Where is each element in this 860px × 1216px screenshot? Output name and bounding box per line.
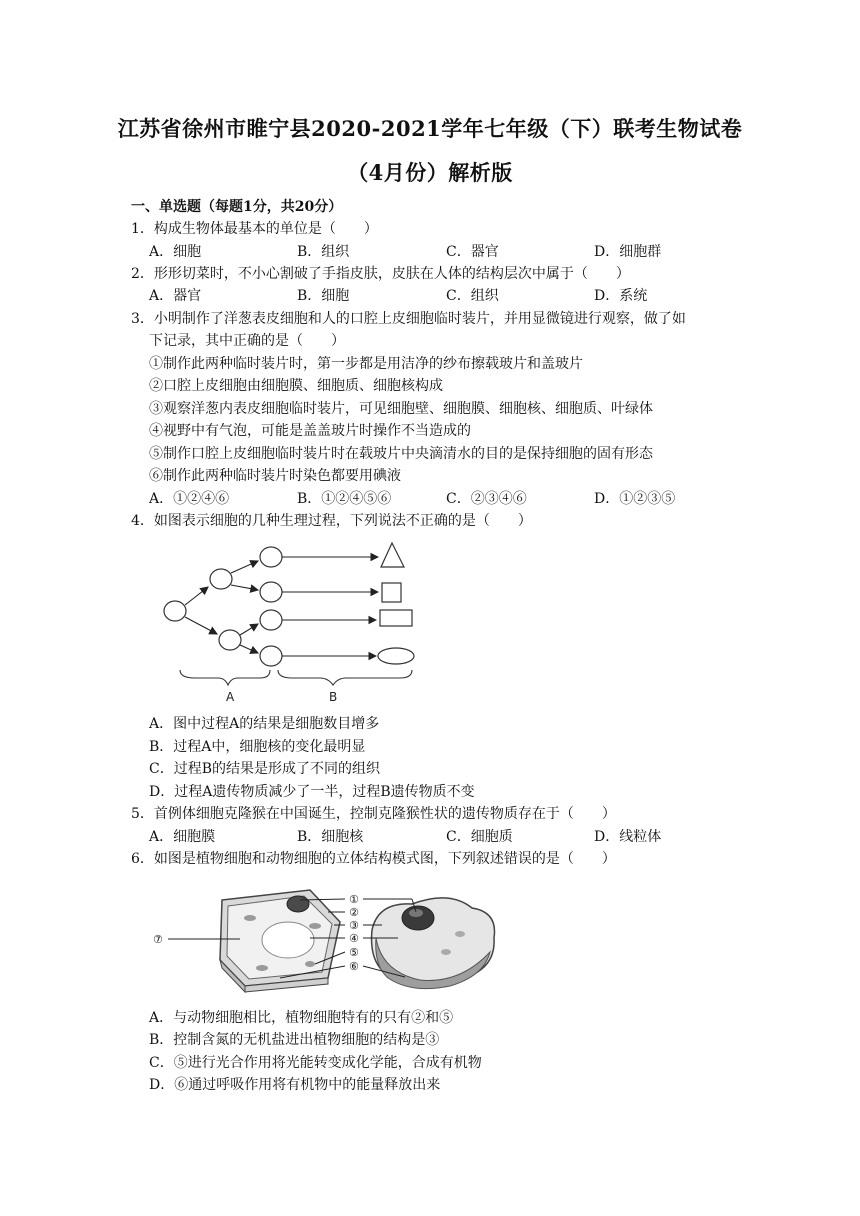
animal-cell xyxy=(372,898,495,989)
cell-row-4 xyxy=(260,646,282,666)
origin-cell xyxy=(164,601,186,621)
label-6: ⑥ xyxy=(349,960,359,973)
q4-option-c: C．过程B的结果是形成了不同的组织 xyxy=(149,761,380,777)
cell-process-diagram xyxy=(150,535,420,705)
divided-cell-lower xyxy=(219,630,241,650)
q6-option-c: C．⑤进行光合作用将光能转变成化学能，合成有机物 xyxy=(149,1055,482,1071)
q3-statement-3: ③观察洋葱内表皮细胞临时装片，可见细胞壁、细胞膜、细胞核、细胞质、叶绿体 xyxy=(149,401,653,417)
oval-cell xyxy=(378,648,414,664)
q3-statement-4: ④视野中有气泡，可能是盖盖玻片时操作不当造成的 xyxy=(149,423,471,439)
q3-statement-5: ⑤制作口腔上皮细胞临时装片时在载玻片中央滴清水的目的是保持细胞的固有形态 xyxy=(149,446,653,462)
divided-cell-upper xyxy=(210,569,232,589)
q6-option-b: B．控制含氮的无机盐进出植物细胞的结构是③ xyxy=(149,1032,440,1048)
label-4: ④ xyxy=(349,932,359,945)
cell-row-2 xyxy=(260,582,282,602)
q2-option-c: C．组织 xyxy=(446,288,499,304)
q3-option-b: B．①②④⑤⑥ xyxy=(297,491,392,507)
label-5: ⑤ xyxy=(349,946,359,959)
label-3: ③ xyxy=(349,919,359,932)
question-6-stem: 6．如图是植物细胞和动物细胞的立体结构模式图，下列叙述错误的是（ ） xyxy=(131,851,616,867)
page-subtitle: （4月份）解析版 xyxy=(347,160,513,185)
q2-option-a: A．器官 xyxy=(149,288,202,304)
label-7: ⑦ xyxy=(153,933,163,946)
page-title: 江苏省徐州市睢宁县2020-2021学年七年级（下）联考生物试卷 xyxy=(117,116,743,141)
q1-option-c: C．器官 xyxy=(446,244,499,260)
question-1-stem: 1．构成生物体最基本的单位是（ ） xyxy=(131,221,378,237)
q6-option-d: D．⑥通过呼吸作用将有机物中的能量释放出来 xyxy=(149,1077,441,1093)
question-5-stem: 5．首例体细胞克隆猴在中国诞生，控制克隆猴性状的遗传物质存在于（ ） xyxy=(131,806,616,822)
q4-option-a: A．图中过程A的结果是细胞数目增多 xyxy=(149,716,380,732)
process-a-label: A xyxy=(226,690,235,704)
process-b-label: B xyxy=(329,690,338,704)
section-heading: 一、单选题（每题1分，共20分） xyxy=(131,199,343,215)
question-3-stem-line2: 下记录，其中正确的是（ ） xyxy=(149,333,345,349)
question-4-stem: 4．如图表示细胞的几种生理过程，下列说法不正确的是（ ） xyxy=(131,513,532,529)
rectangle-cell xyxy=(380,610,412,626)
q5-option-a: A．细胞膜 xyxy=(149,829,216,845)
plant-animal-cell-diagram xyxy=(150,882,510,1002)
q6-option-a: A．与动物细胞相比，植物细胞特有的只有②和⑤ xyxy=(149,1010,454,1026)
q5-option-b: B．细胞核 xyxy=(297,829,364,845)
q3-statement-1: ①制作此两种临时装片时，第一步都是用洁净的纱布擦载玻片和盖玻片 xyxy=(149,356,583,372)
label-1: ① xyxy=(349,893,359,906)
q2-option-d: D．系统 xyxy=(594,288,648,304)
brace-b xyxy=(278,670,412,685)
q4-option-d: D．过程A遗传物质减少了一半，过程B遗传物质不变 xyxy=(149,784,475,800)
q3-statement-2: ②口腔上皮细胞由细胞膜、细胞质、细胞核构成 xyxy=(149,378,443,394)
q1-option-d: D．细胞群 xyxy=(594,244,662,260)
q3-option-a: A．①②④⑥ xyxy=(149,491,230,507)
q4-option-b: B．过程A中，细胞核的变化最明显 xyxy=(149,739,366,755)
question-3-stem-line1: 3．小明制作了洋葱表皮细胞和人的口腔上皮细胞临时装片，并用显微镜进行观察，做了如 xyxy=(131,311,686,327)
q1-option-b: B．组织 xyxy=(297,244,350,260)
question-2-stem: 2．形形切菜时，不小心割破了手指皮肤，皮肤在人体的结构层次中属于（ ） xyxy=(131,266,630,282)
cell-row-1 xyxy=(260,547,282,567)
q3-option-c: C．②③④⑥ xyxy=(446,491,527,507)
brace-a xyxy=(180,670,270,685)
plant-cell xyxy=(220,890,340,992)
q2-option-b: B．细胞 xyxy=(297,288,350,304)
q5-option-d: D．线粒体 xyxy=(594,829,662,845)
cell-row-3 xyxy=(260,610,282,630)
label-2: ② xyxy=(349,906,359,919)
square-cell xyxy=(382,583,401,602)
q3-option-d: D．①②③⑤ xyxy=(594,491,676,507)
triangle-cell xyxy=(381,543,404,567)
q3-statement-6: ⑥制作此两种临时装片时染色都要用碘液 xyxy=(149,468,401,484)
q1-option-a: A．细胞 xyxy=(149,244,202,260)
q5-option-c: C．细胞质 xyxy=(446,829,513,845)
